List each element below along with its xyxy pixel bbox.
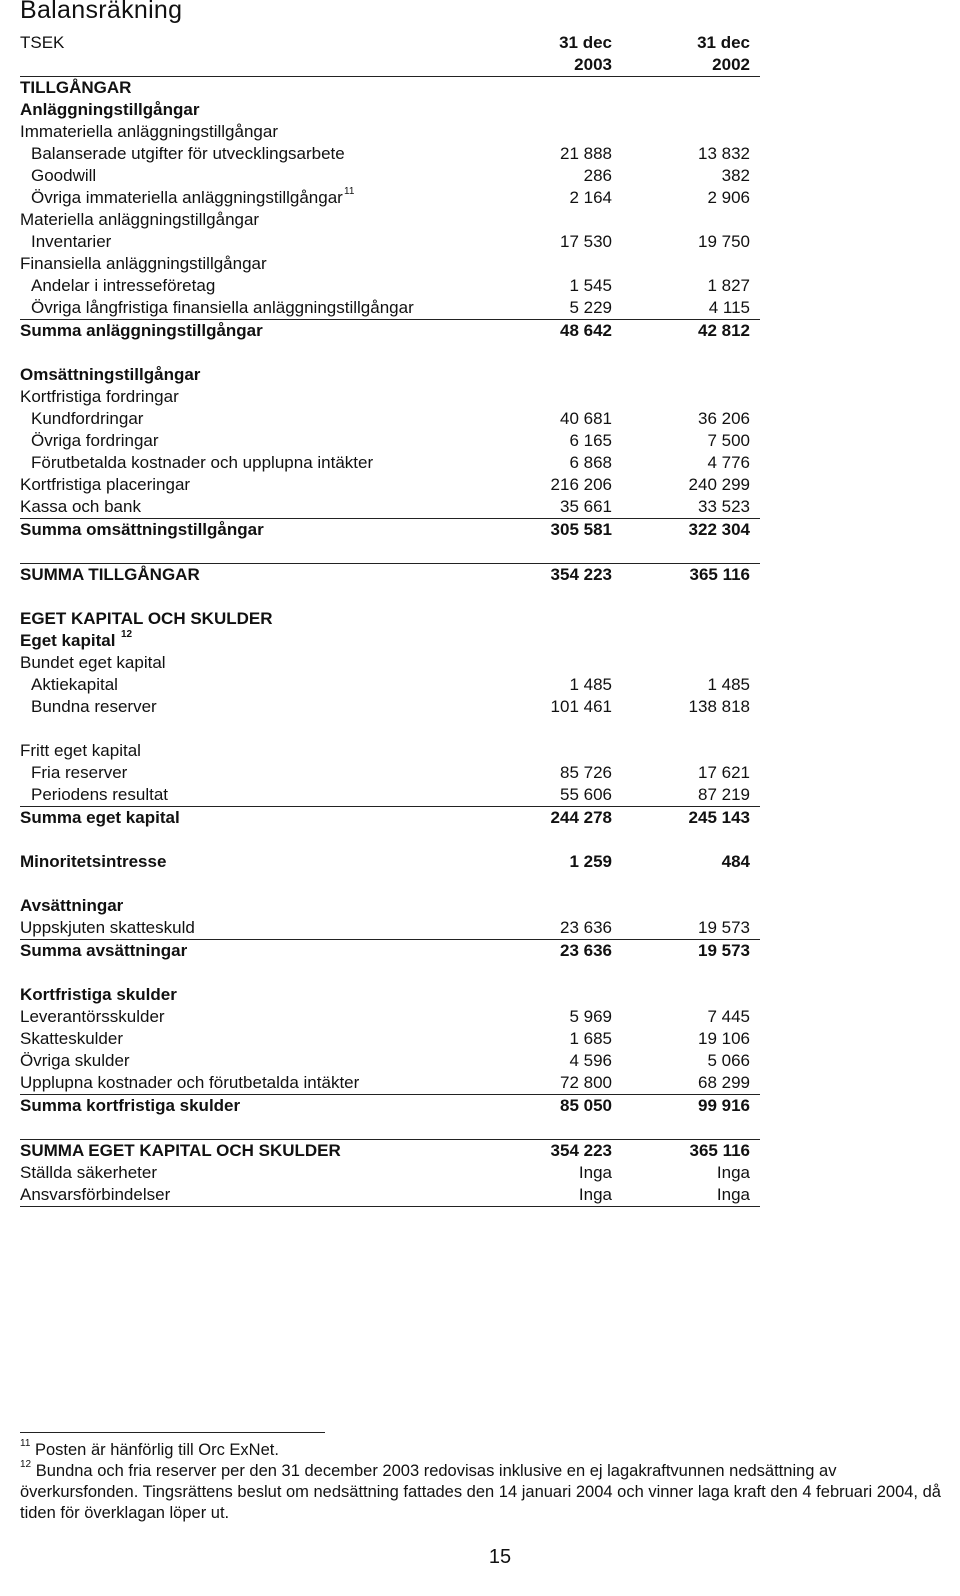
spacer-row: [20, 873, 760, 895]
row-label: Minoritetsintresse: [20, 852, 167, 871]
section-row: [20, 940, 760, 962]
value-2002: 365 116: [689, 565, 750, 584]
value-2002: 19 750: [698, 232, 750, 251]
value-2003: 5 969: [569, 1007, 612, 1026]
value-2002: 19 573: [698, 941, 750, 960]
value-2003: 23 636: [560, 918, 612, 937]
row-label: Kortfristiga fordringar: [20, 387, 179, 406]
column-2002-year: 2002: [712, 55, 750, 74]
column-2002-header: 31 dec: [697, 33, 750, 52]
footnote-text: Posten är hänförlig till Orc ExNet.: [34, 1441, 279, 1459]
value-2003: 1 485: [569, 675, 612, 694]
table-row: [20, 231, 760, 253]
value-2003: 72 800: [560, 1073, 612, 1092]
table-row: [20, 386, 760, 408]
row-label: Övriga skulder: [20, 1051, 130, 1070]
value-2003: 55 606: [560, 785, 612, 804]
value-2003: 35 661: [560, 497, 612, 516]
section-row: [20, 851, 760, 873]
row-label: Summa eget kapital: [20, 808, 180, 827]
unit-label: TSEK: [20, 33, 65, 52]
row-label: Summa omsättningstillgångar: [20, 520, 264, 539]
section-row: [20, 1095, 760, 1117]
value-2003: 305 581: [550, 520, 612, 539]
value-2002: 42 812: [698, 321, 750, 340]
table-row: [20, 275, 760, 297]
value-2003: 85 726: [560, 763, 612, 782]
table-row: [20, 452, 760, 474]
value-2002: 322 304: [688, 520, 750, 539]
footnote-11: [20, 1437, 950, 1461]
row-label: Kassa och bank: [20, 497, 141, 516]
table-row: [20, 1028, 760, 1050]
table-row: [20, 165, 760, 187]
row-label: EGET KAPITAL OCH SKULDER: [20, 609, 273, 628]
column-2003-year: 2003: [574, 55, 612, 74]
section-row: [20, 320, 760, 342]
row-label: Leverantörsskulder: [20, 1007, 165, 1026]
value-2003: 23 636: [560, 941, 612, 960]
row-label: Omsättningstillgångar: [20, 365, 201, 384]
value-2002: 5 066: [707, 1051, 750, 1070]
section-row: [20, 77, 760, 99]
page-number: 15: [488, 1546, 512, 1568]
table-row: [20, 674, 760, 696]
row-label: Goodwill: [31, 166, 97, 185]
table-row: [20, 917, 760, 940]
value-2002: 138 818: [688, 697, 750, 716]
value-2003: 1 545: [569, 276, 612, 295]
table-row: [20, 297, 760, 320]
row-label: Bundet eget kapital: [20, 653, 166, 672]
section-row: [20, 630, 760, 652]
row-label: Ansvarsförbindelser: [20, 1185, 171, 1204]
row-label: Avsättningar: [20, 896, 124, 915]
row-label: Övriga långfristiga finansiella anläggningstillgångar: [31, 298, 414, 317]
value-2002: 2 906: [707, 188, 750, 207]
value-2003: 354 223: [550, 565, 612, 584]
footnote-number: 12: [20, 1458, 32, 1470]
spacer-row: [20, 1117, 760, 1140]
value-2002: Inga: [716, 1185, 750, 1204]
table-header-years: [20, 54, 760, 77]
footnote-divider: [20, 1432, 325, 1433]
spacer-row: [20, 541, 760, 564]
column-2003-header: 31 dec: [559, 33, 612, 52]
spacer-row: [20, 829, 760, 851]
footnote-ref: 12: [121, 629, 133, 640]
table-row: [20, 1072, 760, 1095]
spacer-row: [20, 342, 760, 364]
value-2003: 5 229: [569, 298, 612, 317]
section-row: [20, 1140, 760, 1162]
section-row: [20, 895, 760, 917]
row-label: Skatteskulder: [20, 1029, 123, 1048]
table-row: [20, 430, 760, 452]
value-2002: 19 106: [698, 1029, 750, 1048]
footnotes: [20, 1437, 950, 1524]
row-label: Summa avsättningar: [20, 941, 188, 960]
table-row: [20, 696, 760, 718]
value-2002: 240 299: [688, 475, 750, 494]
value-2003: 85 050: [560, 1096, 612, 1115]
row-label: Bundna reserver: [31, 697, 157, 716]
row-label: Finansiella anläggningstillgångar: [20, 254, 267, 273]
section-row: [20, 519, 760, 541]
footnote-ref: 11: [344, 186, 355, 197]
table-row: [20, 187, 760, 209]
value-2003: 101 461: [550, 697, 612, 716]
table-row: [20, 1184, 760, 1207]
table-row: [20, 253, 760, 275]
value-2003: 1 259: [569, 852, 612, 871]
row-label: Kundfordringar: [31, 409, 144, 428]
spacer-row: [20, 586, 760, 608]
row-label: Balanserade utgifter för utvecklingsarbete: [31, 144, 345, 163]
table-row: [20, 496, 760, 519]
value-2002: 484: [721, 852, 750, 871]
value-2002: 13 832: [698, 144, 750, 163]
section-row: [20, 608, 760, 630]
table-row: [20, 784, 760, 807]
value-2003: 17 530: [560, 232, 612, 251]
row-label: Aktiekapital: [31, 675, 118, 694]
footnote-number: 11: [20, 1437, 31, 1449]
row-label: Periodens resultat: [31, 785, 169, 804]
table-row: [20, 1050, 760, 1072]
value-2003: 2 164: [569, 188, 612, 207]
value-2002: 382: [721, 166, 750, 185]
value-2002: 7 445: [707, 1007, 750, 1026]
table-row: [20, 1162, 760, 1184]
value-2003: 40 681: [560, 409, 612, 428]
value-2002: 365 116: [689, 1141, 750, 1160]
value-2003: 244 278: [550, 808, 612, 827]
row-label: Eget kapital: [20, 631, 116, 650]
row-label: Fria reserver: [31, 763, 128, 782]
value-2002: 4 776: [707, 453, 750, 472]
value-2003: 21 888: [560, 144, 612, 163]
row-label: Materiella anläggningstillgångar: [20, 210, 260, 229]
table-header: [20, 32, 760, 54]
value-2003: 4 596: [569, 1051, 612, 1070]
value-2002: 33 523: [698, 497, 750, 516]
value-2002: 87 219: [698, 785, 750, 804]
value-2002: Inga: [716, 1163, 750, 1182]
value-2003: Inga: [578, 1163, 612, 1182]
table-row: [20, 1006, 760, 1028]
table-row: [20, 652, 760, 674]
value-2002: 1 485: [707, 675, 750, 694]
row-label: Kortfristiga placeringar: [20, 475, 191, 494]
section-row: [20, 564, 760, 586]
section-row: [20, 984, 760, 1006]
row-label: Fritt eget kapital: [20, 741, 141, 760]
row-label: Summa kortfristiga skulder: [20, 1096, 241, 1115]
value-2003: 6 165: [569, 431, 612, 450]
value-2002: 7 500: [707, 431, 750, 450]
row-label: Immateriella anläggningstillgångar: [20, 122, 278, 141]
value-2003: Inga: [578, 1185, 612, 1204]
value-2003: 48 642: [560, 321, 612, 340]
table-body: [20, 77, 760, 1207]
row-label: Förutbetalda kostnader och upplupna intäkter: [31, 453, 374, 472]
row-label: SUMMA EGET KAPITAL OCH SKULDER: [20, 1141, 341, 1160]
value-2003: 1 685: [569, 1029, 612, 1048]
spacer-row: [20, 962, 760, 984]
section-row: [20, 99, 760, 121]
value-2002: 99 916: [698, 1096, 750, 1115]
value-2003: 354 223: [550, 1141, 612, 1160]
row-label: Inventarier: [31, 232, 112, 251]
value-2002: 68 299: [698, 1073, 750, 1092]
row-label: Anläggningstillgångar: [20, 100, 200, 119]
value-2002: 17 621: [698, 763, 750, 782]
row-label: Kortfristiga skulder: [20, 985, 177, 1004]
table-row: [20, 209, 760, 231]
value-2002: 4 115: [708, 298, 750, 317]
row-label: TILLGÅNGAR: [20, 78, 132, 97]
value-2003: 286: [583, 166, 612, 185]
value-2002: 1 827: [707, 276, 750, 295]
value-2002: 245 143: [688, 808, 750, 827]
table-row: [20, 143, 760, 165]
section-row: [20, 364, 760, 386]
table-row: [20, 740, 760, 762]
row-label: Upplupna kostnader och förutbetalda intäkter: [20, 1073, 360, 1092]
row-label: Ställda säkerheter: [20, 1163, 158, 1182]
spacer-row: [20, 718, 760, 740]
value-2002: 36 206: [698, 409, 750, 428]
value-2003: 216 206: [550, 475, 612, 494]
row-label: Uppskjuten skatteskuld: [20, 918, 195, 937]
table-row: [20, 762, 760, 784]
footnote-text: Bundna och fria reserver per den 31 december 2003 redovisas inklusive en ej lagakraftvunnen nedsättning av överkursfonden. Tingsrättens beslut om nedsättning fattades den 14 januari 2004 och vinner laga kraft den 4 februari 2004, då tiden för överklagan löper ut.: [20, 1462, 941, 1522]
section-row: [20, 807, 760, 829]
row-label: Övriga immateriella anläggningstillgångar: [31, 188, 343, 207]
page-title: Balansräkning: [20, 0, 183, 24]
row-label: SUMMA TILLGÅNGAR: [20, 565, 200, 584]
table-row: [20, 121, 760, 143]
row-label: Summa anläggningstillgångar: [20, 321, 263, 340]
table-row: [20, 474, 760, 496]
value-2002: 19 573: [698, 918, 750, 937]
balance-sheet-table: [20, 32, 760, 1207]
table-row: [20, 408, 760, 430]
value-2003: 6 868: [569, 453, 612, 472]
footnote-12: [20, 1458, 950, 1524]
row-label: Övriga fordringar: [31, 431, 159, 450]
row-label: Andelar i intresseföretag: [31, 276, 216, 295]
